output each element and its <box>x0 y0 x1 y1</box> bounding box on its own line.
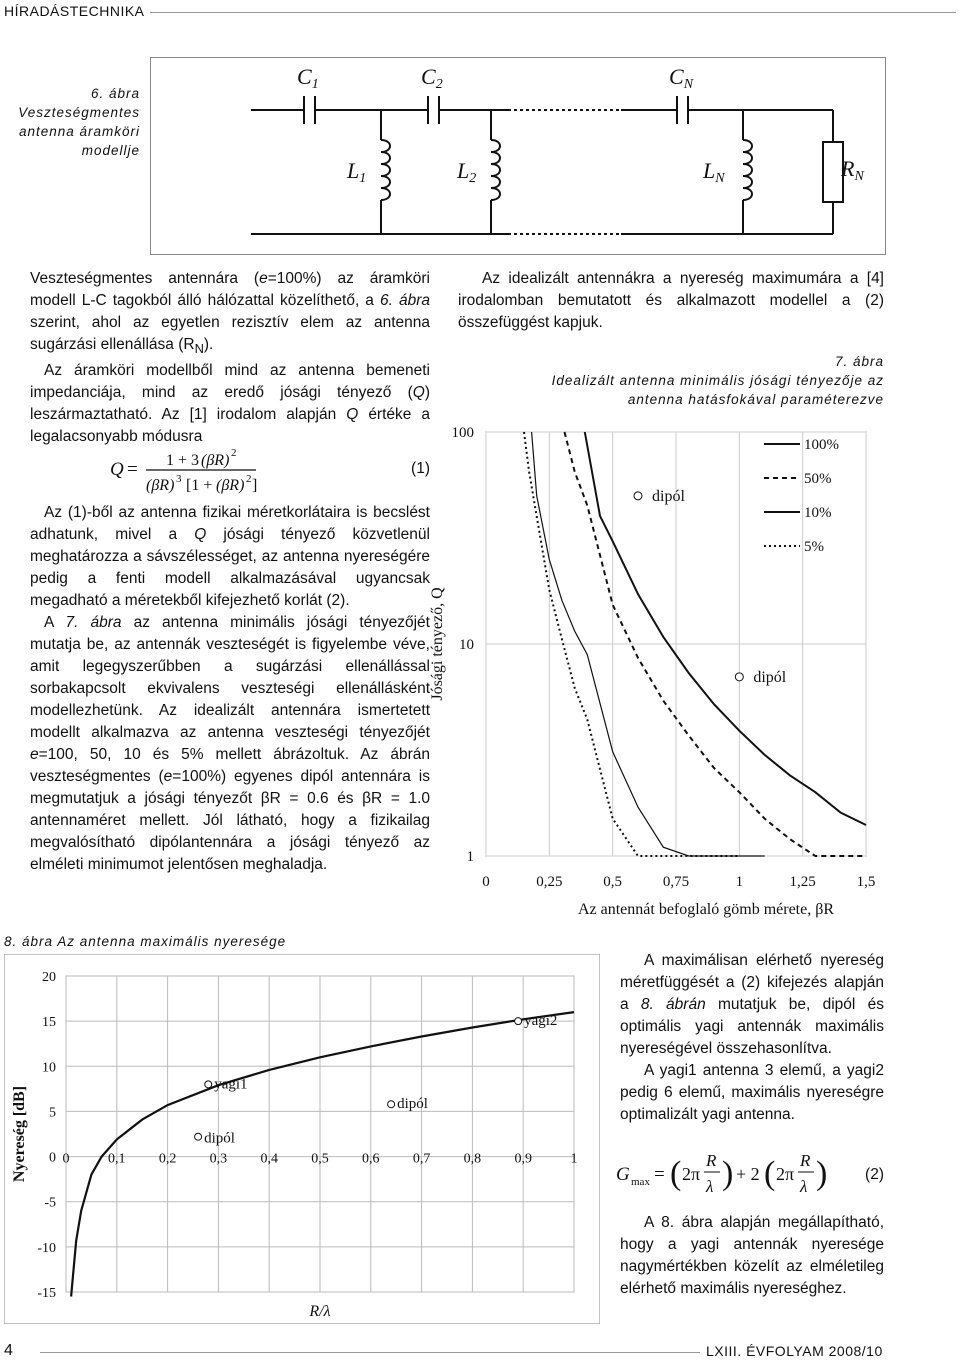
x-tick-label: 1 <box>735 874 744 890</box>
x-tick-label: 0,25 <box>536 874 563 890</box>
x-tick-label: 0,9 <box>514 1151 532 1167</box>
svg-text:2: 2 <box>231 447 237 459</box>
y-tick-label: 20 <box>42 970 56 985</box>
fig7-caption-number: 7. ábra <box>834 354 884 369</box>
antenna-marker <box>195 1133 202 1140</box>
x-tick-label: 1,25 <box>789 874 816 890</box>
paragraph-4: A 7. ábra az antenna minimális jósági tényezőjét mutatja be, az antennák veszteségét is figyelembe véve, amit legegyszerűbben a sugárzási ellenállással sorbakapcsolt ekvivalens veszteségi ellenállásként modellezhetünk. Az idealizált antennára ismertetett modellt alkalmazva az antenna veszteségi tényezőjét e=100, 50, 10 és 5% mellett ábrázoltuk. Az ábrán veszteségmentes (e=100%) egyenes dipól antennára is megmutatjuk a jósági tényezőt βR = 0.6 és βR = 1.0 antennaméret mellett. Jól látható, hogy a fizikailag megvalósítható dipólantennára a jósági tényező az elméleti minimumot jelentősen meghaladja. <box>30 614 430 873</box>
label-cn: CN <box>669 64 694 92</box>
svg-text:λ: λ <box>800 1177 808 1196</box>
label-c1: C1 <box>297 64 319 92</box>
x-axis-label: Az antennát befoglaló gömb mérete, βR <box>577 901 835 918</box>
paragraph-right-4: A 8. ábra alapján megállapítható, hogy a yagi antennák nyeresége nagymértékben közelít az elméletileg elérhető maximális nyereséghez. <box>620 1214 884 1297</box>
right-column-top <box>458 268 884 334</box>
y-tick-label: 10 <box>42 1060 56 1076</box>
svg-text:2π: 2π <box>682 1164 701 1184</box>
right-column-end <box>620 1212 884 1300</box>
x-tick-label: 0 <box>482 874 490 890</box>
label-l1: L1 <box>347 158 367 186</box>
y-tick-label: 15 <box>42 1015 56 1031</box>
fig8-svg <box>4 954 600 1324</box>
svg-text:max: max <box>631 1176 650 1188</box>
svg-text:=: = <box>654 1164 665 1185</box>
dipole-label: dipól <box>652 487 685 505</box>
right-column-bottom <box>620 950 884 1126</box>
paragraph-right-2: A maximálisan elérhető nyereség méretfüggését a (2) kifejezés alapján a 8. ábrán mutatjuk be, dipól és optimális yagi antennák maximális nyereségével összehasonlítva. <box>620 952 884 1057</box>
fig8-frame <box>4 954 600 1324</box>
svg-text:]: ] <box>252 477 258 494</box>
x-tick-label: 0,8 <box>463 1151 482 1167</box>
x-tick-label: 0,3 <box>209 1151 228 1167</box>
antenna-marker <box>388 1101 395 1108</box>
left-column-top <box>30 268 430 448</box>
x-tick-label: 0,4 <box>260 1151 278 1167</box>
svg-text:=: = <box>127 459 138 480</box>
label-rn: RN <box>841 156 864 184</box>
x-tick-label: 0,6 <box>362 1151 380 1167</box>
footer-rule <box>40 1352 700 1353</box>
equation-2-svg <box>616 1148 856 1202</box>
svg-text:Q: Q <box>110 459 124 480</box>
svg-text:R: R <box>706 1151 717 1170</box>
y-axis-label: Nyereség [dB] <box>11 1085 28 1183</box>
svg-text:R: R <box>800 1151 811 1170</box>
y-axis-label: Jósági tényező, Q <box>429 587 446 701</box>
left-column-bottom <box>30 502 430 876</box>
circuit-svg <box>151 58 885 254</box>
x-tick-label: 0,2 <box>158 1151 177 1167</box>
page-number: 4 <box>4 1342 13 1359</box>
svg-text:[1 +: [1 + <box>186 477 213 494</box>
dipole-marker <box>735 673 743 681</box>
series-line-100pct <box>585 432 866 825</box>
x-tick-label: 1,5 <box>856 874 876 890</box>
paragraph-right-3: A yagi1 antenna 3 elemű, a yagi2 pedig 6 elemű, maximális nyereségre optimalizált yagi antenna. <box>620 1062 884 1123</box>
svg-text:1 + 3: 1 + 3 <box>166 452 200 469</box>
x-tick-label: 0,7 <box>412 1151 431 1167</box>
y-tick-label: -5 <box>44 1195 56 1211</box>
fig6-circuit-diagram <box>150 57 886 255</box>
antenna-label: yagi2 <box>524 1013 558 1030</box>
svg-text:λ: λ <box>706 1177 714 1196</box>
x-tick-label: 0 <box>62 1151 70 1167</box>
y-tick-label: 10 <box>459 637 474 653</box>
fig6-caption-number: 6. ábra <box>90 86 140 101</box>
svg-text:): ) <box>816 1155 828 1192</box>
equation-1 <box>110 446 430 494</box>
x-tick-label: 0,5 <box>603 874 623 890</box>
fig6-caption-title: Veszteségmentes antenna áramköri modellje <box>18 105 140 158</box>
svg-text:+ 2: + 2 <box>736 1164 760 1184</box>
x-axis-label: R/λ <box>309 1303 331 1320</box>
svg-text:G: G <box>616 1164 630 1185</box>
paragraph-right-1: Az idealizált antennákra a nyereség maximumára a [4] irodalomban bemutatott és alkalmazott modellel a (2) összefüggést kapjuk. <box>458 270 884 331</box>
svg-text:2: 2 <box>246 473 252 485</box>
svg-text:(: ( <box>764 1155 776 1192</box>
equation-1-number: (1) <box>411 460 430 477</box>
fig7-caption <box>520 352 884 409</box>
x-tick-label: 0,5 <box>311 1151 329 1167</box>
dipole-label: dipól <box>753 668 787 686</box>
svg-text:2π: 2π <box>776 1164 795 1184</box>
svg-text:(βR): (βR) <box>216 477 245 494</box>
label-ln: LN <box>703 158 725 186</box>
antenna-label: dipól <box>204 1130 235 1147</box>
label-c2: C2 <box>421 64 443 92</box>
fig7-caption-title: Idealizált antenna minimális jósági tényezője az antenna hatásfokával paraméterezve <box>551 373 884 407</box>
fig8-caption: 8. ábra Az antenna maximális nyeresége <box>4 934 287 949</box>
legend-label: 50% <box>804 471 832 487</box>
paragraph-2: Az áramköri modellből mind az antenna bemeneti impedanciája, mind az eredő jósági tényező (Q) leszármaztatható. Az [1] irodalom alapján Q értéke a legalacsonyabb módusra <box>30 362 431 446</box>
equation-2-number: (2) <box>865 1166 884 1183</box>
antenna-label: dipól <box>397 1096 428 1113</box>
legend-label: 10% <box>804 505 832 521</box>
svg-text:(βR): (βR) <box>201 452 230 469</box>
fig7-legend <box>764 437 839 555</box>
legend-label: 100% <box>804 437 839 453</box>
y-tick-label: 0 <box>49 1150 56 1166</box>
running-header: HÍRADÁSTECHNIKA <box>4 3 145 19</box>
y-tick-label: 5 <box>49 1105 56 1121</box>
fig7-svg <box>424 404 886 924</box>
antenna-marker <box>515 1018 522 1025</box>
label-l2: L2 <box>457 158 477 186</box>
x-tick-label: 0,75 <box>662 874 690 890</box>
y-tick-label: 1 <box>466 849 474 865</box>
paragraph-1: Veszteségmentes antennára (e=100%) az áramköri modell L-C tagokból álló hálózattal közelíthető, a 6. ábra szerint, ahol az egyetlen rezisztív elem az antenna sugárzási ellenállása $(R_N)$. <box>30 270 430 357</box>
equation-1-svg <box>110 446 430 494</box>
y-tick-label: -10 <box>37 1240 56 1256</box>
antenna-label: yagi1 <box>214 1076 248 1093</box>
x-tick-label: 0,1 <box>108 1151 126 1167</box>
svg-text:(: ( <box>670 1155 682 1192</box>
legend-label: 5% <box>804 539 824 555</box>
header-rule <box>150 12 956 13</box>
svg-text:(βR): (βR) <box>146 477 175 494</box>
x-tick-label: 1 <box>570 1151 578 1167</box>
y-tick-label: -15 <box>37 1286 56 1301</box>
issue-label: LXIII. ÉVFOLYAM 2008/10 <box>706 1343 883 1359</box>
paragraph-3: Az (1)-ből az antenna fizikai méretkorlátaira is becslést adhatunk, mivel a Q jósági tényező közvetlenül meghatározza a sávszélességet, az antenna nyereségére pedig a fenti modell alkalmazásával ugyancsak megadható a méretekből kifejezhető korlát (2). <box>30 504 430 609</box>
fig6-caption <box>0 84 140 160</box>
equation-2 <box>616 1148 886 1202</box>
fig7-chart <box>424 404 886 924</box>
svg-text:3: 3 <box>176 473 182 485</box>
y-tick-label: 100 <box>451 425 474 441</box>
dipole-marker <box>634 492 642 500</box>
antenna-marker <box>205 1081 212 1088</box>
fig8-chart <box>4 954 600 1324</box>
svg-text:): ) <box>722 1155 734 1192</box>
